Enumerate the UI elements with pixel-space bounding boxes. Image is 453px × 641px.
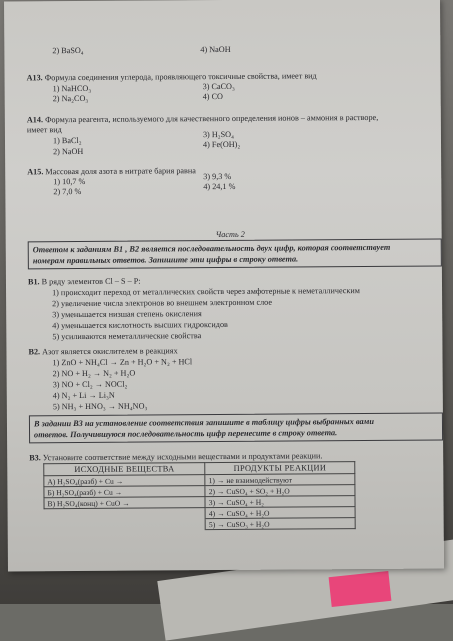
a15-option-2: 2) 7,0 % bbox=[53, 186, 82, 197]
b3-right-4: 4) → CuSO₄ + H₂O bbox=[205, 507, 355, 519]
q12-option-2: 2) BaSO₄ bbox=[52, 45, 84, 56]
a15-option-4: 4) 24,1 % bbox=[203, 181, 236, 192]
a14-option-3: 3) H₂SO₄ bbox=[202, 129, 234, 140]
a15-option-1: 1) 10,7 % bbox=[53, 176, 86, 187]
b1-option-2: 2) увеличение числа электронов во внешнем электронном слое bbox=[52, 297, 273, 309]
b3-instructions-box bbox=[29, 412, 443, 443]
b3-matching-table bbox=[43, 461, 355, 531]
b2-option-2: 2) NO + H₂ → N₂ + H₂O bbox=[52, 368, 136, 379]
a15-question bbox=[27, 166, 196, 177]
b2-option-1: 1) ZnO + NH₄Cl → Zn + H₂O + N₂ + HCl bbox=[52, 357, 193, 368]
a13-number: A13. bbox=[26, 73, 43, 83]
pink-sticky-note bbox=[329, 571, 392, 607]
b3-text: Установите соответствие между исходными веществами и продуктами реакции. bbox=[42, 451, 323, 463]
b1-number: B1. bbox=[27, 277, 40, 287]
a14-text-line2: имеет вид bbox=[26, 125, 62, 135]
b1-option-3: 3) уменьшается низшая степень окисления bbox=[52, 309, 202, 320]
b2-option-3: 3) NO + Cl₂ → NOCl₂ bbox=[52, 379, 128, 390]
a13-question bbox=[27, 71, 317, 83]
b1-text: В ряду элементов Cl – S – P: bbox=[41, 276, 141, 287]
part2-instructions-box bbox=[28, 238, 442, 269]
part2-instruction-line2: номерам правильных ответов. Запишите эти цифры в строку ответа. bbox=[32, 254, 299, 266]
q12-option-4: 4) NaOH bbox=[200, 44, 231, 55]
b3-right-1: 1) → не взаимодействуют bbox=[205, 474, 355, 486]
b1-option-1: 1) происходит переход от металлических свойств через амфотерные к неметаллическим bbox=[52, 286, 360, 298]
b2-question bbox=[28, 346, 177, 357]
a13-option-2: 2) Na₂CO₃ bbox=[52, 93, 89, 104]
a14-option-1: 1) BaCl₂ bbox=[52, 135, 82, 146]
b2-text: Азот является окислителем в реакциях bbox=[42, 346, 178, 357]
b3-instruction-line2: ответов. Получившуюся последовательность цифр перенесите в строку ответа. bbox=[34, 428, 338, 440]
a13-text: Формула соединения углерода, проявляющего токсичные свойства, имеет вид bbox=[44, 71, 317, 83]
b3-right-2: 2) → CuSO₄ + SO₂ + H₂O bbox=[205, 485, 355, 497]
b3-left-c: В) H₂SO₄(конц) + CuO → bbox=[44, 497, 205, 509]
b3-col-right-header: ПРОДУКТЫ РЕАКЦИИ bbox=[205, 462, 355, 475]
a14-option-2: 2) NaOH bbox=[53, 146, 84, 157]
b3-left-b: Б) H₂SO₄(разб) + Cu → bbox=[44, 486, 205, 498]
b2-option-5: 5) NH₃ + HNO₃ → NH₄NO₃ bbox=[52, 401, 148, 412]
part2-title: Часть 2 bbox=[215, 229, 245, 240]
a14-option-4: 4) Fe(OH)₂ bbox=[202, 139, 241, 150]
b3-right-3: 3) → CuSO₄ + H₂ bbox=[205, 496, 355, 508]
b1-question bbox=[28, 277, 141, 288]
b3-number: B3. bbox=[29, 453, 41, 463]
b2-option-4: 4) N₂ + Li → Li₃N bbox=[52, 390, 115, 401]
b3-left-empty-2 bbox=[44, 519, 205, 531]
part2-instruction-line1: Ответом к заданиям В1 , В2 является последовательность двух цифр, которая соответствует bbox=[32, 242, 391, 255]
b3-right-5: 5) → CuSO₃ + H₂O bbox=[205, 518, 355, 530]
a14-question bbox=[27, 113, 378, 125]
a15-text: Массовая доля азота в нитрате бария равна bbox=[45, 166, 196, 177]
b3-instruction-line1: В задании В3 на установление соответствия запишите в таблицу цифры выбранных вами bbox=[33, 416, 375, 429]
a14-text: Формула реагента, используемого для качественного определения ионов – аммония в растворе, bbox=[45, 112, 379, 125]
test-page bbox=[4, 0, 444, 572]
b3-col-left-header: ИСХОДНЫЕ ВЕЩЕСТВА bbox=[44, 463, 205, 476]
a13-option-3: 3) CaCO₃ bbox=[202, 81, 235, 92]
a13-option-4: 4) CO bbox=[202, 92, 223, 102]
b1-option-4: 4) уменьшается кислотность высших гидроксидов bbox=[52, 319, 228, 331]
b1-option-5: 5) усиливаются неметаллические свойства bbox=[52, 331, 202, 342]
b3-left-a: А) H₂SO₄(разб) + Cu → bbox=[44, 475, 205, 487]
b2-number: B2. bbox=[28, 347, 41, 357]
a14-number: A14. bbox=[26, 115, 44, 125]
a15-number: A15. bbox=[27, 167, 44, 177]
a13-option-1: 1) NaHCO₃ bbox=[52, 83, 92, 94]
a15-option-3: 3) 9,3 % bbox=[203, 171, 232, 182]
